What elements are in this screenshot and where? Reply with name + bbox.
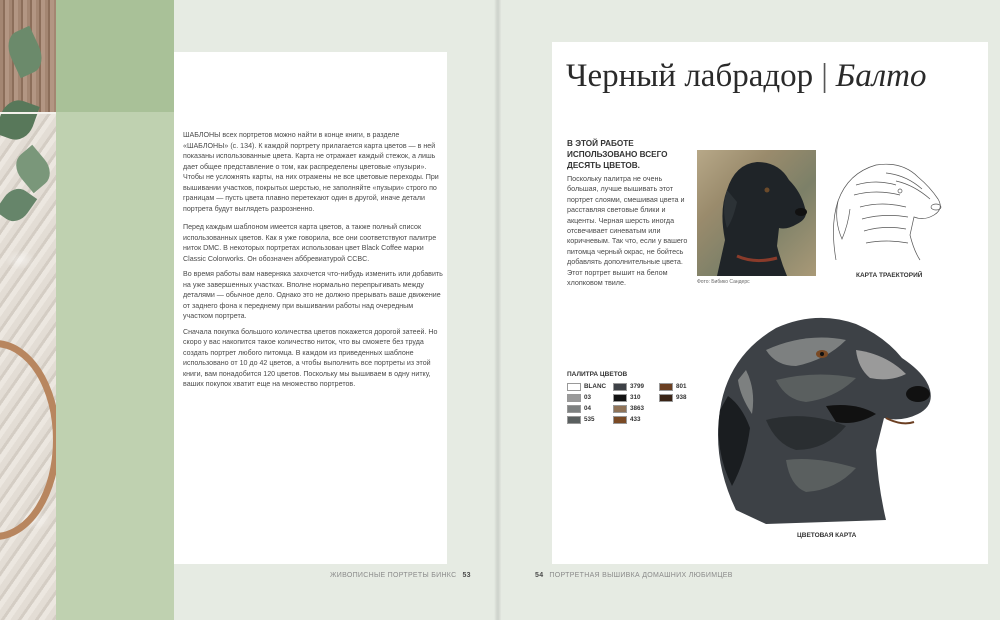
- swatch-code: BLANC: [584, 383, 607, 390]
- pet-name: Балто: [835, 58, 927, 94]
- page-title: [566, 58, 926, 95]
- photo-caption: Фото: Бибико Сандерс: [697, 279, 750, 285]
- swatch-code: 433: [630, 416, 641, 423]
- swatch-code: 310: [630, 394, 641, 401]
- swatch: [567, 381, 613, 392]
- swatch-chip: [567, 383, 581, 391]
- palette-title: ПАЛИТРА ЦВЕТОВ: [567, 371, 628, 378]
- paragraph: Во время работы вам наверняка захочется что-нибудь изменить или добавить на уже завершенных участках. Вполне нормально перепрыгивать между деталями — обычное дело. Однако это не должно прерывать ваше движение от заднего фона к переднему при вышивании работы над очередным участком портрета.: [183, 270, 443, 320]
- swatch: [567, 403, 613, 414]
- palette-row: [567, 414, 707, 425]
- swatch: [567, 414, 613, 425]
- title-separator: |: [821, 58, 828, 94]
- swatch-chip: [567, 416, 581, 424]
- embroidery-hoop: [0, 340, 56, 540]
- swatch-chip: [613, 405, 627, 413]
- swatch-chip: [613, 416, 627, 424]
- body-text: [183, 130, 443, 395]
- color-palette: [567, 381, 707, 425]
- swatch-chip: [659, 383, 673, 391]
- trace-map-label: КАРТА ТРАЕКТОРИЙ: [856, 272, 923, 279]
- running-title: ЖИВОПИСНЫЕ ПОРТРЕТЫ БИНКС: [330, 572, 457, 579]
- dog-photo: [697, 150, 816, 276]
- swatch-code: 535: [584, 416, 595, 423]
- palette-row: [567, 381, 707, 392]
- swatch: [659, 392, 705, 403]
- swatch-chip: [567, 394, 581, 402]
- swatch: [567, 392, 613, 403]
- page-footer-right: [535, 572, 733, 579]
- intro-text: Поскольку палитра не очень большая, лучше вышивать этот портрет слоями, смешивая цвета и расставляя световые блики и акценты. Черная шерсть иногда отсвечивает синеватым или коричневым. Так что, если у вашего питомца черный окрас, не бойтесь добавлять дополнительные цвета. Этот портрет вышит на белом хлопковом твиле.: [567, 174, 688, 288]
- palette-row: [567, 403, 707, 414]
- color-map-label: ЦВЕТОВАЯ КАРТА: [797, 532, 857, 539]
- paragraph: Перед каждым шаблоном имеется карта цветов, а также полный список использованных цветов. Как я уже говорила, все они соответствуют палитре ниток DMC. В некоторых портретах использован цвет Black Coffee марки Classic Colorworks. Он обозначен аббревиатурой CCBC.: [183, 223, 437, 263]
- swatch-code: 3863: [630, 405, 645, 412]
- paragraph: Сначала покупка большого количества цветов покажется дорогой затеей. Но скоро у вас накопится такое количество ниток, что вы сможете без труда создать портрет любого питомца. В каждом из приведенных шаблоне использовано от 10 до 42 цветов, а чтобы выполнить все портреты из этой книги, вам понадобится 120 цветов. Поскольку мы вышиваем в одну нитку, ваших покупок хватит еще на множество портретов.: [183, 327, 438, 388]
- swatch: [613, 381, 659, 392]
- eucalyptus-leaf-icon: [9, 145, 56, 193]
- dog-photo-illustration: [697, 150, 816, 276]
- swatch-code: 801: [676, 383, 687, 390]
- swatch: [659, 381, 705, 392]
- swatch-code: 04: [584, 405, 592, 412]
- palette-row: [567, 392, 707, 403]
- decorative-photo-strip: [0, 0, 56, 620]
- swatch: [613, 403, 659, 414]
- swatch-chip: [613, 394, 627, 402]
- swatch: [613, 392, 659, 403]
- swatch-code: 03: [584, 394, 592, 401]
- swatch-code: 938: [676, 394, 687, 401]
- paragraph: ШАБЛОНЫ всех портретов можно найти в конце книги, в разделе «ШАБЛОНЫ» (с. 134). К каждой портрету прилагается карта цветов — в ней показаны использованные цвета. Карта не отражает каждый стежок, а лишь дает общее представление о том, как распределены цветовые «пузыри». Чтобы не усложнять карты, на них отражены не все цветовые переходы. При вышивании участков, покрытых шерстью, не заполняйте «пузыри» строго по границам — пусть цвета плавно перетекают один в другой, иначе детали портрета будут выглядеть разрозненно.: [183, 131, 439, 213]
- page-number: 53: [462, 572, 471, 579]
- breed-title: Черный лабрадор: [566, 58, 814, 94]
- swatch-code: 3799: [630, 383, 645, 390]
- page-number: 54: [535, 572, 544, 579]
- trace-map-illustration: [826, 155, 946, 265]
- intro-heading: В ЭТОЙ РАБОТЕ ИСПОЛЬЗОВАНО ВСЕГО ДЕСЯТЬ ЦВЕТОВ.: [567, 139, 668, 170]
- green-band-top: [56, 0, 174, 112]
- color-map-illustration: [706, 310, 936, 528]
- swatch-chip: [613, 383, 627, 391]
- swatch-chip: [659, 394, 673, 402]
- swatch: [613, 414, 659, 425]
- book-spine: [494, 0, 502, 620]
- running-title: ПОРТРЕТНАЯ ВЫШИВКА ДОМАШНИХ ЛЮБИМЦЕВ: [549, 572, 733, 579]
- divider: [0, 112, 56, 114]
- page-footer-left: [330, 572, 471, 579]
- swatch-chip: [567, 405, 581, 413]
